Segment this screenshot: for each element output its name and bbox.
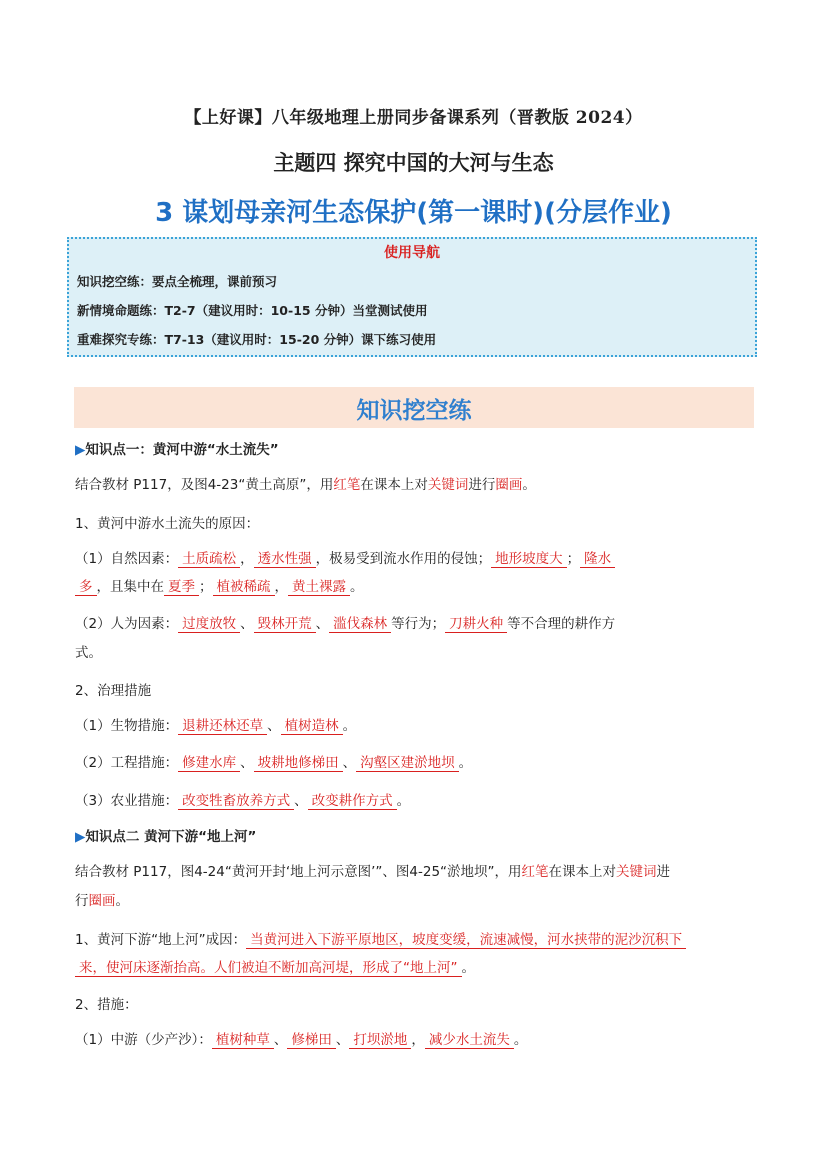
answer-blank: 减少水土流失 — [425, 1032, 514, 1049]
cause-line-cont — [75, 956, 475, 976]
separator: ； — [566, 551, 581, 567]
question-heading: 1、黄河中游水土流失的原因： — [75, 516, 260, 532]
question-heading: 2、措施： — [75, 997, 138, 1013]
instruction-text: 进 — [656, 864, 671, 880]
natural-factors-line-cont — [75, 575, 364, 595]
instruction-text: 在课本上对 — [360, 477, 428, 493]
instruction-text: 行 — [75, 893, 89, 909]
instruction-highlight: 红笔 — [521, 864, 549, 880]
separator: 、 — [335, 1032, 350, 1048]
separator: 。 — [396, 793, 411, 809]
instruction-text: 在课本上对 — [548, 864, 617, 880]
knowledge-point-title: 知识点二 黄河下游“地上河” — [85, 829, 257, 845]
question-heading: 2、治理措施 — [75, 683, 152, 699]
series-title: 【上好课】八年级地理上册同步备课系列（晋教版 2024） — [184, 108, 643, 128]
engineering-measures-line — [75, 751, 472, 771]
item-label: （3）农业措施： — [75, 793, 179, 809]
separator: ，极易受到流水作用的侵蚀； — [315, 551, 492, 567]
separator: 等不合理的耕作方 — [507, 616, 616, 632]
knowledge-point-1-heading — [75, 438, 279, 458]
item-label: （1）自然因素： — [75, 551, 179, 567]
instruction-text: 结合教材 P117，及图4-23“黄土高原”，用 — [75, 477, 334, 493]
separator: ， — [274, 579, 288, 595]
answer-blank: 植树种草 — [212, 1032, 274, 1049]
item-label: （2）人为因素： — [75, 616, 179, 632]
answer-blank: 透水性强 — [254, 551, 316, 568]
topic-title: 主题四 探究中国的大河与生态 — [273, 151, 554, 175]
item-label: （1）生物措施： — [75, 718, 179, 734]
instruction-highlight: 圈画 — [495, 477, 523, 493]
answer-blank: 退耕还林还草 — [178, 718, 267, 735]
separator: 。 — [513, 1032, 528, 1048]
lesson-title: 3 谋划母亲河生态保护(第一课时)(分层作业) — [155, 198, 672, 228]
answer-blank: 地形坡度大 — [491, 551, 567, 568]
usage-guide-box — [67, 237, 757, 357]
guide-line: 知识挖空练：要点全梳理，课前预习 — [77, 274, 278, 289]
instruction-highlight: 关键词 — [616, 864, 657, 880]
answer-blank: 植树造林 — [281, 718, 343, 735]
answer-blank: 当黄河进入下游平原地区，坡度变缓，流速减慢，河水挟带的泥沙沉积下 — [246, 932, 686, 949]
guide-line: 新情境命题练：T2-7（建议用时：10-15 分钟）当堂测试使用 — [77, 303, 428, 318]
separator: 、 — [342, 755, 357, 771]
separator: ， — [240, 551, 254, 567]
separator: ； — [199, 579, 213, 595]
instruction-highlight: 红笔 — [333, 477, 361, 493]
answer-blank: 刀耕火种 — [445, 616, 507, 633]
separator: 。 — [458, 755, 473, 771]
separator: 、 — [294, 793, 308, 809]
answer-blank: 过度放牧 — [178, 616, 240, 633]
answer-blank: 黄土裸露 — [288, 579, 350, 596]
answer-blank: 滥伐森林 — [329, 616, 391, 633]
instruction-line-cont — [75, 889, 129, 909]
answer-blank: 多 — [75, 579, 97, 596]
separator: 、 — [267, 718, 281, 734]
answer-blank: 改变耕作方式 — [308, 793, 397, 810]
instruction-text: 。 — [115, 893, 129, 909]
separator: 、 — [240, 616, 254, 632]
separator: 等行为； — [391, 616, 446, 632]
answer-blank: 打坝淤地 — [349, 1032, 411, 1049]
human-factors-line — [75, 612, 615, 632]
item-label: 1、黄河下游“地上河”成因： — [75, 932, 247, 948]
answer-blank: 坡耕地修梯田 — [254, 755, 343, 772]
separator: 。 — [350, 579, 364, 595]
human-factors-line-cont: 式。 — [75, 645, 102, 661]
answer-blank: 修建水库 — [178, 755, 240, 772]
triangle-marker-icon: ▶ — [75, 829, 86, 845]
instruction-highlight: 圈画 — [88, 893, 116, 909]
knowledge-point-2-heading — [75, 825, 256, 845]
answer-blank: 植被稀疏 — [213, 579, 275, 596]
separator: 、 — [273, 1032, 288, 1048]
instruction-text: 。 — [522, 477, 536, 493]
natural-factors-line — [75, 547, 615, 567]
answer-blank: 毁林开荒 — [254, 616, 316, 633]
agriculture-measures-line — [75, 789, 410, 809]
usage-guide-title: 使用导航 — [384, 245, 440, 261]
separator: ， — [411, 1032, 425, 1048]
answer-blank: 来，使河床逐渐抬高。人们被迫不断加高河堤，形成了“地上河” — [75, 960, 462, 977]
instruction-text: 结合教材 P117，图4-24“黄河开封‘地上河示意图’”、图4-25“淤地坝”，用 — [75, 864, 522, 880]
midstream-measures-line — [75, 1028, 527, 1048]
separator: 。 — [342, 718, 357, 734]
item-label: （2）工程措施： — [75, 755, 179, 771]
answer-blank: 修梯田 — [287, 1032, 336, 1049]
answer-blank: 隆水 — [580, 551, 615, 568]
instruction-text: 进行 — [468, 477, 496, 493]
answer-blank: 改变牲畜放养方式 — [178, 793, 294, 810]
separator: 、 — [315, 616, 330, 632]
separator: ，且集中在 — [96, 579, 164, 595]
bio-measures-line — [75, 714, 356, 734]
section-banner — [74, 387, 754, 428]
cause-line — [75, 928, 686, 948]
answer-blank: 夏季 — [164, 579, 199, 596]
instruction-line — [75, 860, 670, 880]
answer-blank: 沟壑区建淤地坝 — [356, 755, 459, 772]
guide-line: 重难探究专练：T7-13（建议用时：15-20 分钟）课下练习使用 — [77, 332, 437, 347]
item-label: （1）中游（少产沙）： — [75, 1032, 212, 1048]
instruction-highlight: 关键词 — [427, 477, 469, 493]
separator: 、 — [240, 755, 254, 771]
instruction-line — [75, 473, 536, 493]
knowledge-point-title: 知识点一：黄河中游“水土流失” — [85, 442, 279, 458]
separator: 。 — [461, 960, 475, 976]
section-title: 知识挖空练 — [356, 398, 472, 424]
answer-blank: 土质疏松 — [178, 551, 240, 568]
triangle-marker-icon: ▶ — [75, 442, 86, 458]
